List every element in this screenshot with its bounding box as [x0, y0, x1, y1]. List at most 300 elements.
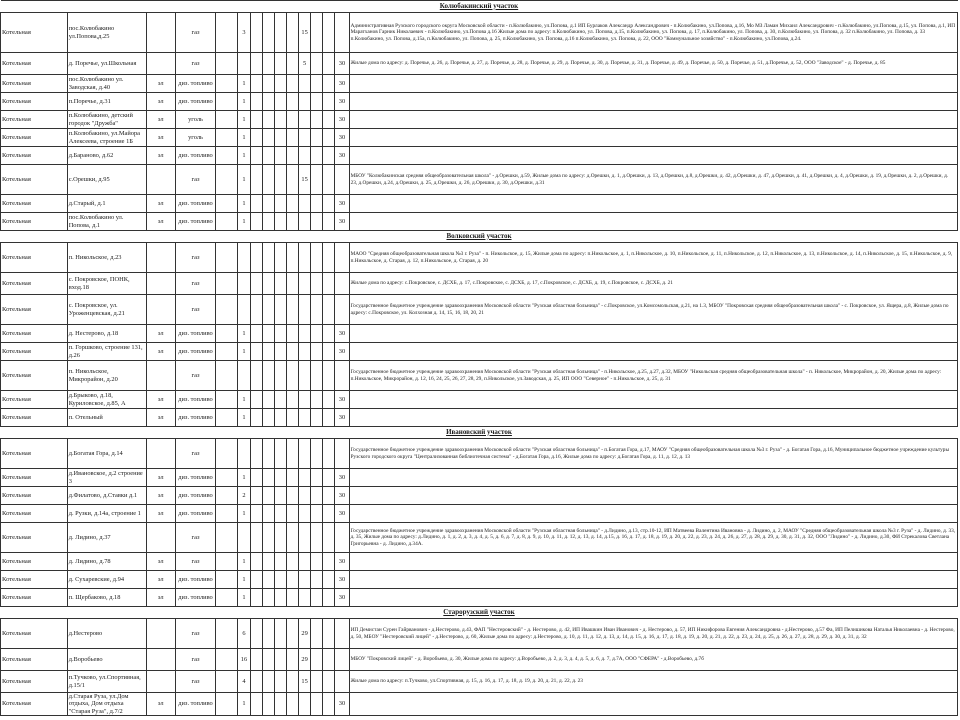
value-cell — [323, 487, 335, 505]
value-cell — [286, 243, 298, 273]
consumers-cell — [349, 325, 957, 343]
value-cell — [216, 129, 238, 147]
value-cell — [250, 243, 262, 273]
power-source-cell: эл — [146, 147, 175, 165]
value-cell — [286, 53, 298, 75]
boiler-type-cell: Котельная — [1, 53, 68, 75]
value-cell — [323, 469, 335, 487]
fuel-type-cell: диз. топливо — [175, 93, 215, 111]
fuel-type-cell: диз. топливо — [175, 487, 215, 505]
value-cell — [274, 619, 286, 649]
value-cell — [323, 243, 335, 273]
value-cell — [274, 693, 286, 716]
section-title: Ивановский участок — [446, 427, 512, 436]
value-cell — [262, 273, 274, 295]
boiler-type-cell: Котельная — [1, 439, 68, 469]
fuel-type-cell: газ — [175, 619, 215, 649]
address-cell: п.Тучково, ул.Спортивная, д.15/1 — [67, 671, 146, 693]
value-cell — [286, 295, 298, 325]
value-cell — [216, 325, 238, 343]
address-cell: п.Колюбакино, детский городок "Дружба" — [67, 111, 146, 129]
value-cell — [216, 165, 238, 195]
power-source-cell — [146, 165, 175, 195]
section-title: Колюбакинский участок — [439, 1, 519, 10]
value-cell — [323, 147, 335, 165]
table-row — [1, 469, 958, 487]
address-cell: п. Отельный — [67, 409, 146, 427]
value-cell — [323, 13, 335, 53]
value-cell — [323, 571, 335, 589]
value-cell — [262, 343, 274, 361]
capacity-cell — [299, 439, 311, 469]
value-cell — [311, 671, 323, 693]
value-cell — [323, 273, 335, 295]
consumers-cell: Государственное бюджетное учреждение здравоохранения Московской области "Рузская областная больница" - с.Покровское, ул.Комсомольская, д.21, на 1.3, МБОУ "Покровская средняя общеобразовательная школа" - с. Покровское, ул. Ящера, д.8, Жилые дома по адресу: с.Покровское, ул. Колхозная д. 14, 15, 16, 18, 20, 21 — [349, 295, 957, 325]
consumers-cell: МАОО "Средняя общеобразовательная школа №3 г. Руза" - п. Никольское, д. 15, Жилые дома по адресу: п.Никольское, д. 1, п.Никольское, д. 10, п.Никольское, д. 11, п.Никольское, д. 12, п.Никольское, д. 13, п.Никольское, д. 14, п.Никольское, д. 15, п.Никольское, д. 9, п.Никольское, д. Старая, д. 12, п.Никольское, д. Старая, д. 20 — [349, 243, 957, 273]
value-cell — [250, 571, 262, 589]
address-cell: пос.Колюбакино ул. Попова, д.1 — [67, 213, 146, 231]
count-cell: 1 — [238, 111, 250, 129]
consumers-cell — [349, 391, 957, 409]
value-cell — [262, 469, 274, 487]
fuel-type-cell: диз. топливо — [175, 469, 215, 487]
count-cell: 16 — [238, 649, 250, 671]
capacity-cell: 15 — [299, 13, 311, 53]
value-cell — [286, 469, 298, 487]
value-cell — [250, 213, 262, 231]
address-cell: д.Филатово, д.Ставки д.1 — [67, 487, 146, 505]
table-row — [1, 361, 958, 391]
consumers-cell: Жилые дома по адресу: д. Поречье, д. 26, д. Поречье, д. 27, д. Поречье, д. 28, д. Поречье, д. 29, д. Поречье, д. 30, д. Поречье, д. 31, д. Поречье, д. 49, д. Поречье, д. 50, д. Поречье, д. 51, д.Поречье, д. 52, ООО "Заводское" - д. Поречье, д. 85 — [349, 53, 957, 75]
value-cell — [311, 111, 323, 129]
value-cell — [216, 147, 238, 165]
temperature-cell — [335, 523, 349, 553]
temperature-cell — [335, 273, 349, 295]
value-cell — [274, 343, 286, 361]
boiler-type-cell: Котельная — [1, 649, 68, 671]
fuel-type-cell: газ — [175, 295, 215, 325]
value-cell — [274, 243, 286, 273]
value-cell — [311, 553, 323, 571]
value-cell — [262, 589, 274, 607]
temperature-cell: 30 — [335, 111, 349, 129]
boiler-type-cell: Котельная — [1, 693, 68, 716]
consumers-cell — [349, 693, 957, 716]
address-cell: д.Нестерово — [67, 619, 146, 649]
value-cell — [274, 409, 286, 427]
value-cell — [250, 129, 262, 147]
value-cell — [311, 571, 323, 589]
value-cell — [286, 129, 298, 147]
value-cell — [286, 325, 298, 343]
temperature-cell: 30 — [335, 553, 349, 571]
value-cell — [262, 213, 274, 231]
value-cell — [274, 325, 286, 343]
address-cell: д. Лидино, д.78 — [67, 553, 146, 571]
value-cell — [216, 439, 238, 469]
address-cell: с. Покровское, ул. Уроженцевская, д.21 — [67, 295, 146, 325]
address-cell: д. Сухаревские, д.94 — [67, 571, 146, 589]
value-cell — [274, 13, 286, 53]
count-cell: 1 — [238, 505, 250, 523]
value-cell — [323, 165, 335, 195]
value-cell — [274, 165, 286, 195]
count-cell: 1 — [238, 165, 250, 195]
value-cell — [216, 343, 238, 361]
value-cell — [216, 111, 238, 129]
value-cell — [262, 409, 274, 427]
value-cell — [250, 391, 262, 409]
table-row — [1, 619, 958, 649]
temperature-cell: 30 — [335, 93, 349, 111]
value-cell — [274, 487, 286, 505]
value-cell — [323, 325, 335, 343]
capacity-cell — [299, 325, 311, 343]
temperature-cell — [335, 619, 349, 649]
value-cell — [311, 589, 323, 607]
boiler-type-cell: Котельная — [1, 469, 68, 487]
value-cell — [262, 243, 274, 273]
value-cell — [250, 147, 262, 165]
value-cell — [250, 53, 262, 75]
value-cell — [311, 165, 323, 195]
consumers-cell — [349, 93, 957, 111]
value-cell — [262, 361, 274, 391]
value-cell — [250, 505, 262, 523]
value-cell — [262, 165, 274, 195]
address-cell: с.Орешки, д.95 — [67, 165, 146, 195]
value-cell — [323, 295, 335, 325]
temperature-cell: 30 — [335, 325, 349, 343]
value-cell — [311, 243, 323, 273]
consumers-cell: Государственное бюджетное учреждение здравоохранения Московской области "Рузская областная больница" - п.Богатая Гора, д.17, МАОУ "Средняя общеобразовательная школа №3 г. Руза" - д. Богатая Гора, д.16, Муниципальное бюджетное учреждение культуры Рузского городского округа "Централизованная библиотечная система" - д.Богатая Гора, д.16, Жилые дома по адресу: д.Богатая Гора, д. 11, д. 12, д. 13 — [349, 439, 957, 469]
value-cell — [274, 53, 286, 75]
value-cell — [250, 589, 262, 607]
value-cell — [286, 13, 298, 53]
consumers-cell — [349, 75, 957, 93]
boiler-type-cell: Котельная — [1, 165, 68, 195]
count-cell: 1 — [238, 213, 250, 231]
address-cell: пос.Колюбакино ул.Попова,д.25 — [67, 13, 146, 53]
value-cell — [286, 523, 298, 553]
value-cell — [250, 111, 262, 129]
address-cell: д.Брыково, д.18, Куриловское, д.85, А — [67, 391, 146, 409]
value-cell — [311, 469, 323, 487]
count-cell: 1 — [238, 93, 250, 111]
value-cell — [250, 93, 262, 111]
value-cell — [311, 343, 323, 361]
temperature-cell — [335, 295, 349, 325]
value-cell — [262, 111, 274, 129]
power-source-cell — [146, 295, 175, 325]
boiler-type-cell: Котельная — [1, 273, 68, 295]
address-cell: п. Никольское, д.23 — [67, 243, 146, 273]
value-cell — [323, 505, 335, 523]
boiler-type-cell: Котельная — [1, 295, 68, 325]
count-cell: 1 — [238, 391, 250, 409]
address-cell: п. Щербаково, д.18 — [67, 589, 146, 607]
address-cell: д.Воробьево — [67, 649, 146, 671]
temperature-cell: 30 — [335, 487, 349, 505]
value-cell — [250, 409, 262, 427]
power-source-cell: эл — [146, 469, 175, 487]
address-cell: п. Горшково, строение 131, д.26 — [67, 343, 146, 361]
value-cell — [262, 523, 274, 553]
value-cell — [216, 671, 238, 693]
address-cell: д.Ивановское, д.2 строение 3 — [67, 469, 146, 487]
fuel-type-cell: диз. топливо — [175, 409, 215, 427]
value-cell — [216, 391, 238, 409]
fuel-type-cell: газ — [175, 53, 215, 75]
capacity-cell — [299, 469, 311, 487]
consumers-cell — [349, 487, 957, 505]
capacity-cell: 15 — [299, 165, 311, 195]
fuel-type-cell: диз. топливо — [175, 571, 215, 589]
section-header-row — [1, 607, 958, 619]
value-cell — [262, 295, 274, 325]
value-cell — [323, 523, 335, 553]
value-cell — [250, 553, 262, 571]
count-cell: 1 — [238, 75, 250, 93]
table-row — [1, 693, 958, 716]
power-source-cell: эл — [146, 325, 175, 343]
value-cell — [274, 111, 286, 129]
value-cell — [286, 165, 298, 195]
capacity-cell — [299, 213, 311, 231]
value-cell — [311, 75, 323, 93]
value-cell — [311, 505, 323, 523]
value-cell — [262, 439, 274, 469]
power-source-cell: эл — [146, 391, 175, 409]
value-cell — [274, 195, 286, 213]
boiler-type-cell: Котельная — [1, 361, 68, 391]
value-cell — [311, 53, 323, 75]
value-cell — [311, 649, 323, 671]
power-source-cell — [146, 53, 175, 75]
value-cell — [274, 273, 286, 295]
table-row — [1, 523, 958, 553]
consumers-cell — [349, 147, 957, 165]
value-cell — [311, 391, 323, 409]
value-cell — [262, 391, 274, 409]
consumers-cell — [349, 553, 957, 571]
consumers-cell — [349, 213, 957, 231]
table-row — [1, 13, 958, 53]
value-cell — [250, 165, 262, 195]
value-cell — [262, 649, 274, 671]
capacity-cell — [299, 195, 311, 213]
value-cell — [286, 93, 298, 111]
value-cell — [286, 409, 298, 427]
consumers-cell — [349, 129, 957, 147]
value-cell — [262, 93, 274, 111]
table-row — [1, 111, 958, 129]
count-cell — [238, 273, 250, 295]
boiler-type-cell: Котельная — [1, 195, 68, 213]
power-source-cell: эл — [146, 693, 175, 716]
fuel-type-cell: диз. топливо — [175, 147, 215, 165]
section-title-cell — [1, 427, 958, 439]
value-cell — [250, 361, 262, 391]
value-cell — [250, 325, 262, 343]
fuel-type-cell: газ — [175, 273, 215, 295]
section-title: Волковский участок — [446, 231, 512, 240]
value-cell — [286, 619, 298, 649]
value-cell — [323, 439, 335, 469]
value-cell — [216, 273, 238, 295]
value-cell — [323, 213, 335, 231]
table-row — [1, 409, 958, 427]
value-cell — [311, 147, 323, 165]
capacity-cell: 29 — [299, 619, 311, 649]
value-cell — [216, 571, 238, 589]
table-row — [1, 589, 958, 607]
boiler-type-cell: Котельная — [1, 619, 68, 649]
value-cell — [274, 295, 286, 325]
value-cell — [274, 439, 286, 469]
address-cell: д. Нестерово, д.18 — [67, 325, 146, 343]
power-source-cell: эл — [146, 571, 175, 589]
address-cell: д.Старый, д.1 — [67, 195, 146, 213]
value-cell — [286, 147, 298, 165]
value-cell — [216, 505, 238, 523]
fuel-type-cell: газ — [175, 553, 215, 571]
value-cell — [323, 553, 335, 571]
value-cell — [262, 571, 274, 589]
power-source-cell: эл — [146, 343, 175, 361]
value-cell — [216, 469, 238, 487]
power-source-cell — [146, 649, 175, 671]
value-cell — [311, 93, 323, 111]
value-cell — [250, 195, 262, 213]
value-cell — [311, 361, 323, 391]
boiler-type-cell: Котельная — [1, 505, 68, 523]
address-cell: д.Старая Руза, ул.Дом отдыха, Дом отдыха "Старая Руза", д.7/2 — [67, 693, 146, 716]
consumers-cell — [349, 195, 957, 213]
count-cell: 1 — [238, 343, 250, 361]
value-cell — [286, 649, 298, 671]
temperature-cell: 30 — [335, 213, 349, 231]
table-row — [1, 671, 958, 693]
count-cell: 3 — [238, 13, 250, 53]
consumers-cell — [349, 343, 957, 361]
value-cell — [274, 93, 286, 111]
value-cell — [286, 213, 298, 231]
temperature-cell: 30 — [335, 343, 349, 361]
temperature-cell — [335, 13, 349, 53]
table-row — [1, 129, 958, 147]
capacity-cell — [299, 505, 311, 523]
fuel-type-cell: диз. топливо — [175, 693, 215, 716]
section-header-row — [1, 231, 958, 243]
table-row — [1, 553, 958, 571]
temperature-cell: 30 — [335, 129, 349, 147]
value-cell — [216, 649, 238, 671]
boiler-type-cell: Котельная — [1, 391, 68, 409]
capacity-cell — [299, 487, 311, 505]
temperature-cell — [335, 671, 349, 693]
table-row — [1, 649, 958, 671]
value-cell — [323, 361, 335, 391]
value-cell — [323, 93, 335, 111]
address-cell: д. Лидино, д.37 — [67, 523, 146, 553]
value-cell — [286, 361, 298, 391]
fuel-type-cell: газ — [175, 649, 215, 671]
boiler-type-cell: Котельная — [1, 487, 68, 505]
boiler-type-cell: Котельная — [1, 213, 68, 231]
fuel-type-cell: диз. топливо — [175, 325, 215, 343]
count-cell: 2 — [238, 487, 250, 505]
table-row — [1, 295, 958, 325]
value-cell — [311, 213, 323, 231]
fuel-type-cell: диз. топливо — [175, 343, 215, 361]
value-cell — [250, 343, 262, 361]
capacity-cell — [299, 553, 311, 571]
value-cell — [323, 391, 335, 409]
capacity-cell — [299, 589, 311, 607]
capacity-cell — [299, 409, 311, 427]
capacity-cell — [299, 111, 311, 129]
value-cell — [286, 487, 298, 505]
power-source-cell — [146, 243, 175, 273]
fuel-type-cell: диз. топливо — [175, 213, 215, 231]
power-source-cell — [146, 273, 175, 295]
count-cell: 1 — [238, 129, 250, 147]
value-cell — [323, 693, 335, 716]
table-row — [1, 75, 958, 93]
value-cell — [216, 213, 238, 231]
value-cell — [274, 649, 286, 671]
capacity-cell: 29 — [299, 649, 311, 671]
boiler-type-cell: Котельная — [1, 343, 68, 361]
value-cell — [250, 487, 262, 505]
boiler-type-cell: Котельная — [1, 523, 68, 553]
capacity-cell — [299, 571, 311, 589]
count-cell: 1 — [238, 409, 250, 427]
table-row — [1, 243, 958, 273]
value-cell — [274, 213, 286, 231]
capacity-cell — [299, 343, 311, 361]
count-cell: 1 — [238, 693, 250, 716]
fuel-type-cell: газ — [175, 243, 215, 273]
value-cell — [216, 409, 238, 427]
capacity-cell — [299, 147, 311, 165]
count-cell: 1 — [238, 553, 250, 571]
temperature-cell: 30 — [335, 391, 349, 409]
value-cell — [274, 671, 286, 693]
power-source-cell: эл — [146, 213, 175, 231]
table-row — [1, 53, 958, 75]
value-cell — [311, 487, 323, 505]
value-cell — [250, 671, 262, 693]
power-source-cell — [146, 671, 175, 693]
value-cell — [323, 111, 335, 129]
value-cell — [274, 505, 286, 523]
count-cell — [238, 523, 250, 553]
value-cell — [262, 505, 274, 523]
capacity-cell — [299, 523, 311, 553]
temperature-cell: 30 — [335, 693, 349, 716]
capacity-cell: 5 — [299, 53, 311, 75]
value-cell — [216, 295, 238, 325]
table-row — [1, 165, 958, 195]
value-cell — [262, 13, 274, 53]
count-cell: 1 — [238, 469, 250, 487]
value-cell — [323, 649, 335, 671]
consumers-cell: Административная Рузского городского округа Московской области - п.Колюбакино, ул.Попова, д.1 ИП Бурлаков Александр Александрович - п.Колюбакино, ул.Попова, д.16, Мо МЗ Ламан Михаил Александрович - п.Колюбакино, ул.Попова, д.15, ул. Попова, д.1, ИП Маратханов Гарник Николаевич - п.Колюбакино, ул.Попова д.16 Жилые дома по адресу: п.Колюбакино, ул. Попова, д.15, п.Колюбакино, ул. Попова, д. 17, п.Колюбакино, ул. Попова, д. 30, п.Колюбакино, ул. Попова, д. 32 п.Колюбакино, ул. Попова, д. 33 п.Колюбакино, ул. Попова, д.15а, п.Колюбакино, ул. Попова, д. 25, п.Колюбакино, ул. Попова, д.16 п.Колюбакино, ул. Попова, д. 22, ООО "Коммунальное хозяйство" - п.Колюбакино, ул.Попова, д.24. — [349, 13, 957, 53]
count-cell — [238, 295, 250, 325]
capacity-cell — [299, 361, 311, 391]
